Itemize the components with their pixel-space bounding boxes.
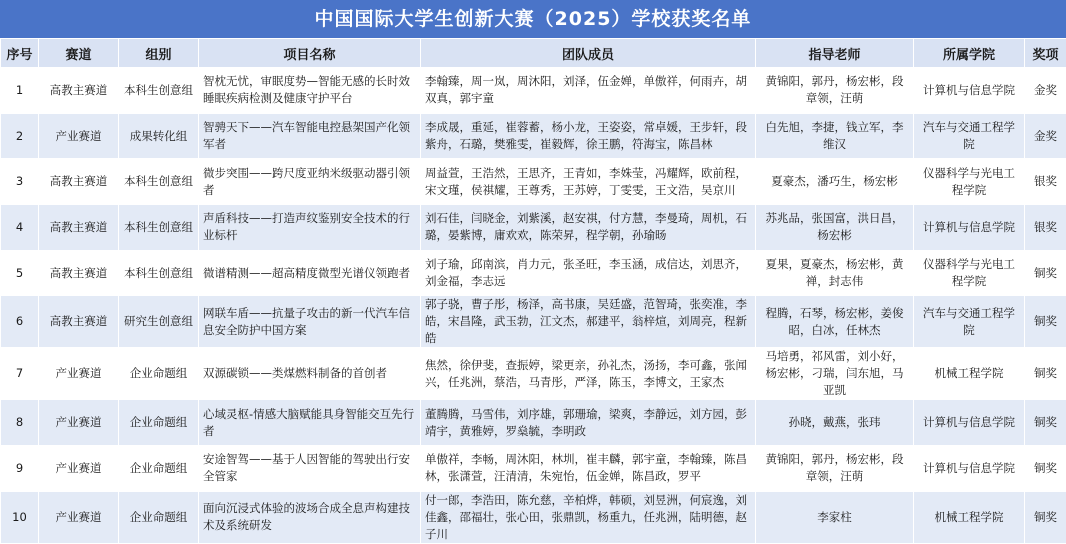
cell-group: 本科生创意组 [119,68,199,114]
cell-advisors: 夏果，夏豪杰，杨宏彬，黄禅，封志伟 [756,250,914,296]
cell-group: 本科生创意组 [119,159,199,205]
cell-advisors: 孙晓，戴燕，张玮 [756,400,914,446]
cell-advisors: 马培勇，祁风雷，刘小好，杨宏彬，刁瑞，闫东旭，马亚凯 [756,348,914,400]
cell-college: 机械工程学院 [914,491,1025,543]
cell-college: 计算机与信息学院 [914,68,1025,114]
header-award: 奖项 [1025,39,1066,68]
cell-college: 机械工程学院 [914,348,1025,400]
cell-track: 高教主赛道 [39,250,119,296]
cell-award: 铜奖 [1025,296,1066,348]
cell-group: 企业命题组 [119,491,199,543]
cell-no: 5 [1,250,39,296]
cell-project: 微谱精测——超高精度微型光谱仪领跑者 [199,250,421,296]
cell-group: 研究生创意组 [119,296,199,348]
header-project: 项目名称 [199,39,421,68]
cell-group: 企业命题组 [119,400,199,446]
header-advisors: 指导老师 [756,39,914,68]
cell-members: 李成晟，重延，崔蓉蓄，杨小龙，王姿姿，常卓媛，王步轩，段紫舟，石璐，樊雅雯，崔毅辉，徐王鹏，符海宝，陈昌林 [421,113,756,159]
cell-college: 计算机与信息学院 [914,205,1025,251]
cell-advisors: 白先旭，李捷，钱立军，李维汉 [756,113,914,159]
cell-no: 2 [1,113,39,159]
cell-award: 银奖 [1025,159,1066,205]
table-row [1,296,1066,348]
cell-group: 本科生创意组 [119,250,199,296]
header-members: 团队成员 [421,39,756,68]
cell-project: 心域灵枢-情感大脑赋能具身智能交互先行者 [199,400,421,446]
cell-track: 产业赛道 [39,491,119,543]
table-header-row [1,39,1066,68]
cell-advisors: 黄锦阳，郭丹，杨宏彬，段章领，汪萌 [756,68,914,114]
table-row [1,68,1066,114]
cell-project: 微步突围——跨尺度亚纳米级驱动器引领者 [199,159,421,205]
cell-no: 7 [1,348,39,400]
cell-no: 3 [1,159,39,205]
cell-members: 刘石佳，闫晓金，刘紫溪，赵安祺，付方慧，李曼琦，周机，石璐，晏紫博，庸欢欢，陈荣昇，程学朝，孙瑜旸 [421,205,756,251]
table-row [1,348,1066,400]
cell-award: 铜奖 [1025,491,1066,543]
table-row [1,159,1066,205]
cell-project: 智枕无忧，审眠度势—智能无感的长时效睡眠疾病检测及健康守护平台 [199,68,421,114]
cell-project: 智骋天下——汽车智能电控悬架国产化领军者 [199,113,421,159]
cell-no: 8 [1,400,39,446]
cell-track: 产业赛道 [39,113,119,159]
cell-no: 4 [1,205,39,251]
cell-members: 董腾腾，马雪伟，刘序雄，郭珊瑜，梁爽，李静远，刘方园，彭靖宇，黄雅婷，罗燊毓，李明政 [421,400,756,446]
cell-no: 10 [1,491,39,543]
header-no: 序号 [1,39,39,68]
cell-project: 双源碳锁——类煤燃料制备的首创者 [199,348,421,400]
cell-track: 高教主赛道 [39,159,119,205]
cell-award: 铜奖 [1025,348,1066,400]
cell-members: 郭子骁，曹子彤，杨泽，高书康，吴廷盛，范智琦，张奕准，李皓，宋昌隆，武玉勃，江文杰，郝建平，翁梓煊，刘周亮，程新皓 [421,296,756,348]
cell-no: 6 [1,296,39,348]
table-row [1,250,1066,296]
table-row [1,491,1066,543]
awards-table [0,38,1066,544]
cell-college: 仪器科学与光电工程学院 [914,250,1025,296]
cell-project: 面向沉浸式体验的波场合成全息声构建技术及系统研发 [199,491,421,543]
cell-award: 金奖 [1025,113,1066,159]
cell-track: 高教主赛道 [39,68,119,114]
cell-members: 焦然，徐伊斐，查振婷，梁更亲，孙礼杰，汤扬，李可鑫，张闻兴，任兆洲，蔡浩，马青彤，严泽，陈玉，李博文，王家杰 [421,348,756,400]
cell-members: 付一郎，李浩田，陈允慈，辛柏烨，韩硕，刘昱洲，何宸逸，刘佳鑫，邵福壮，张心田，张鼎凯，杨重九，任兆洲，陆明德，赵子川 [421,491,756,543]
cell-project: 网联车盾——抗量子攻击的新一代汽车信息安全防护中国方案 [199,296,421,348]
cell-group: 企业命题组 [119,446,199,492]
cell-group: 企业命题组 [119,348,199,400]
cell-college: 仪器科学与光电工程学院 [914,159,1025,205]
cell-group: 成果转化组 [119,113,199,159]
cell-track: 产业赛道 [39,348,119,400]
cell-award: 银奖 [1025,205,1066,251]
page-title: 中国国际大学生创新大赛（2025）学校获奖名单 [0,0,1066,38]
cell-college: 计算机与信息学院 [914,400,1025,446]
table-row [1,205,1066,251]
table-row [1,446,1066,492]
cell-no: 9 [1,446,39,492]
cell-track: 产业赛道 [39,446,119,492]
cell-advisors: 程腾，石琴，杨宏彬，姜俊昭，白冰，任林杰 [756,296,914,348]
cell-advisors: 黄锦阳，郭丹，杨宏彬，段章领，汪萌 [756,446,914,492]
cell-award: 铜奖 [1025,250,1066,296]
table-row [1,113,1066,159]
cell-track: 高教主赛道 [39,205,119,251]
cell-advisors: 夏豪杰，潘巧生，杨宏彬 [756,159,914,205]
cell-no: 1 [1,68,39,114]
cell-award: 铜奖 [1025,400,1066,446]
cell-college: 汽车与交通工程学院 [914,296,1025,348]
cell-members: 周益萱，王浩然，王思齐，王青如，李姝莹，冯耀辉，欧前程，宋文瑾，侯祺耀，王尊秀，王苏婷，丁雯雯，王文浩，吴京川 [421,159,756,205]
cell-college: 计算机与信息学院 [914,446,1025,492]
cell-advisors: 苏兆品，张国富，洪日昌，杨宏彬 [756,205,914,251]
header-group: 组别 [119,39,199,68]
cell-award: 金奖 [1025,68,1066,114]
cell-award: 铜奖 [1025,446,1066,492]
cell-group: 本科生创意组 [119,205,199,251]
cell-project: 声盾科技——打造声纹鉴别安全技术的行业标杆 [199,205,421,251]
cell-advisors: 李家柱 [756,491,914,543]
cell-members: 李翰臻，周一岚，周沐阳，刘泽，伍金婵，单傲祥，何雨卉，胡双真，郭宇童 [421,68,756,114]
cell-members: 刘子瑜，邱南滨，肖力元，张圣旺，李玉涵，成信达，刘思齐，刘金福，李志远 [421,250,756,296]
header-track: 赛道 [39,39,119,68]
cell-track: 产业赛道 [39,400,119,446]
header-college: 所属学院 [914,39,1025,68]
table-row [1,400,1066,446]
cell-college: 汽车与交通工程学院 [914,113,1025,159]
cell-project: 安途智驾——基于人因智能的驾驶出行安全管家 [199,446,421,492]
cell-members: 单傲祥，李畅，周沐阳，林圳，崔丰麟，郭宇童，李翰臻，陈昌林，张潇萱，汪清清，朱宛怡，伍金婵，陈昌政，罗平 [421,446,756,492]
cell-track: 高教主赛道 [39,296,119,348]
